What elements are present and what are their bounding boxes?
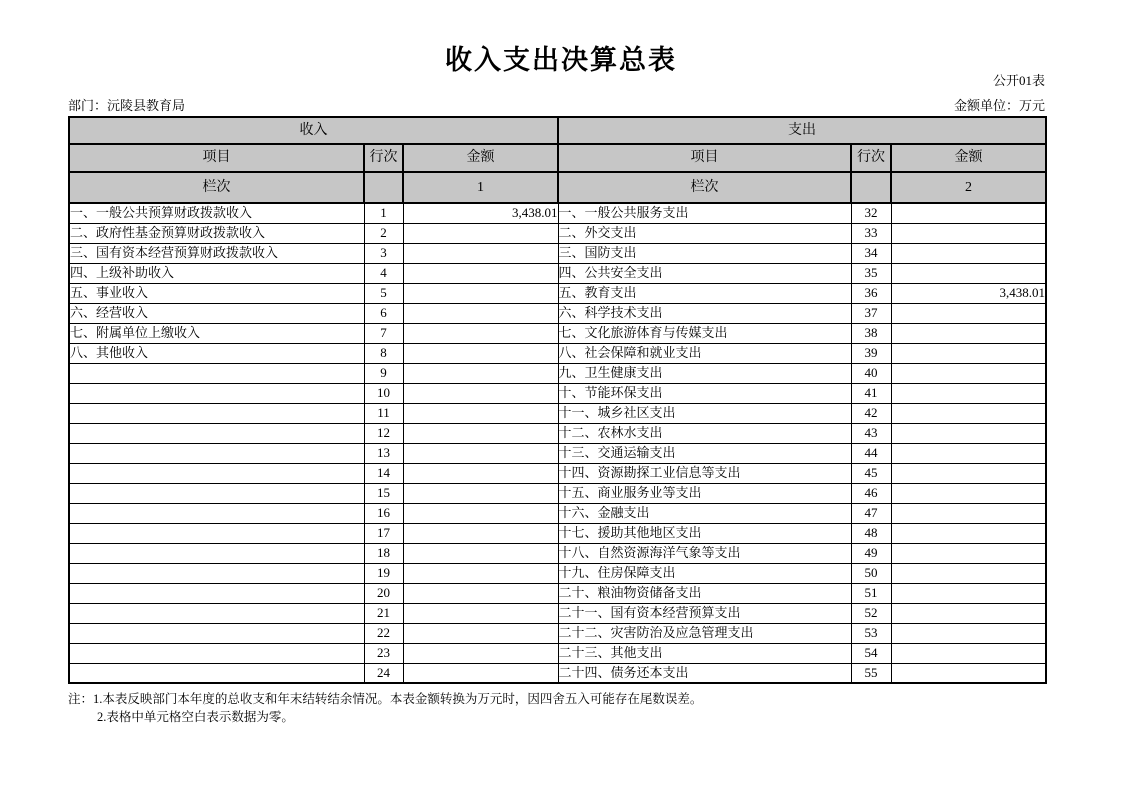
summary-table xyxy=(68,116,1047,684)
income-rowno-cell: 2 xyxy=(364,223,403,243)
income-amount-cell xyxy=(403,643,558,663)
income-rowno-cell: 5 xyxy=(364,283,403,303)
expense-item-cell: 九、卫生健康支出 xyxy=(558,363,851,383)
expense-rowno-cell: 45 xyxy=(851,463,891,483)
expense-rowno-cell: 51 xyxy=(851,583,891,603)
income-item-cell xyxy=(69,543,364,563)
income-amount-cell xyxy=(403,583,558,603)
income-amount-cell xyxy=(403,343,558,363)
expense-item-cell: 二十四、债务还本支出 xyxy=(558,663,851,683)
table-code: 公开01表 xyxy=(992,73,1045,88)
page-title: 收入支出决算总表 xyxy=(445,45,677,75)
expense-rowno-header: 行次 xyxy=(851,144,891,172)
expense-rowno-cell: 33 xyxy=(851,223,891,243)
income-item-cell: 三、国有资本经营预算财政拨款收入 xyxy=(69,243,364,263)
income-amount-cell xyxy=(403,443,558,463)
table-row xyxy=(69,543,1046,563)
expense-amount-cell xyxy=(891,363,1046,383)
income-rowno-cell: 8 xyxy=(364,343,403,363)
income-amount-cell xyxy=(403,483,558,503)
expense-amount-cell xyxy=(891,263,1046,283)
table-row xyxy=(69,483,1046,503)
table-row xyxy=(69,423,1046,443)
income-item-cell xyxy=(69,623,364,643)
table-row xyxy=(69,223,1046,243)
expense-rowno-cell: 48 xyxy=(851,523,891,543)
table-row xyxy=(69,623,1046,643)
income-amount-cell xyxy=(403,603,558,623)
unit-label: 金额单位：万元 xyxy=(953,98,1045,113)
footnotes xyxy=(68,690,1068,726)
expense-amount-cell xyxy=(891,303,1046,323)
table-row xyxy=(69,643,1046,663)
expense-amount-cell xyxy=(891,543,1046,563)
income-rowno-cell: 15 xyxy=(364,483,403,503)
table-row xyxy=(69,263,1046,283)
expense-rowno-cell: 35 xyxy=(851,263,891,283)
table-body xyxy=(69,117,1046,683)
expense-rowno-cell: 41 xyxy=(851,383,891,403)
expense-item-cell: 二、外交支出 xyxy=(558,223,851,243)
expense-rowno-cell: 52 xyxy=(851,603,891,623)
expense-amount-cell xyxy=(891,483,1046,503)
income-amount-cell xyxy=(403,263,558,283)
table-row xyxy=(69,563,1046,583)
expense-rowno-cell: 54 xyxy=(851,643,891,663)
department-label: 部门：沅陵县教育局 xyxy=(68,98,186,113)
expense-item-cell: 五、教育支出 xyxy=(558,283,851,303)
expense-item-cell: 八、社会保障和就业支出 xyxy=(558,343,851,363)
expense-amount-cell xyxy=(891,243,1046,263)
expense-amount-cell xyxy=(891,423,1046,443)
expense-item-cell: 十六、金融支出 xyxy=(558,503,851,523)
income-rowno-cell: 14 xyxy=(364,463,403,483)
expense-amount-header: 金额 xyxy=(891,144,1046,172)
income-amount-cell xyxy=(403,223,558,243)
income-rowno-cell: 1 xyxy=(364,203,403,223)
income-item-cell: 八、其他收入 xyxy=(69,343,364,363)
income-item-cell: 五、事业收入 xyxy=(69,283,364,303)
expense-amount-cell xyxy=(891,623,1046,643)
income-rowno-cell: 13 xyxy=(364,443,403,463)
income-item-cell xyxy=(69,583,364,603)
income-rowno-cell: 20 xyxy=(364,583,403,603)
income-item-cell xyxy=(69,383,364,403)
expense-item-cell: 七、文化旅游体育与传媒支出 xyxy=(558,323,851,343)
income-amount-cell xyxy=(403,363,558,383)
income-lanci-blank xyxy=(364,172,403,203)
income-item-cell xyxy=(69,643,364,663)
expense-amount-cell xyxy=(891,223,1046,243)
expense-item-cell: 十三、交通运输支出 xyxy=(558,443,851,463)
income-col-index: 1 xyxy=(403,172,558,203)
income-rowno-cell: 19 xyxy=(364,563,403,583)
income-amount-cell xyxy=(403,563,558,583)
table-row xyxy=(69,503,1046,523)
expense-rowno-cell: 55 xyxy=(851,663,891,683)
income-item-cell xyxy=(69,443,364,463)
expense-amount-cell xyxy=(891,583,1046,603)
income-section-header: 收入 xyxy=(69,117,558,144)
income-item-cell: 六、经营收入 xyxy=(69,303,364,323)
income-amount-cell xyxy=(403,523,558,543)
income-amount-cell xyxy=(403,303,558,323)
expense-item-cell: 二十一、国有资本经营预算支出 xyxy=(558,603,851,623)
table-row xyxy=(69,443,1046,463)
income-amount-cell: 3,438.01 xyxy=(403,203,558,223)
expense-section-header: 支出 xyxy=(558,117,1046,144)
section-header-row xyxy=(69,117,1046,144)
income-amount-cell xyxy=(403,323,558,343)
expense-rowno-cell: 37 xyxy=(851,303,891,323)
table-row xyxy=(69,663,1046,683)
table-row xyxy=(69,583,1046,603)
meta-row xyxy=(68,95,1045,114)
expense-item-cell: 十四、资源勘探工业信息等支出 xyxy=(558,463,851,483)
expense-amount-cell xyxy=(891,403,1046,423)
table-row xyxy=(69,603,1046,623)
expense-amount-cell xyxy=(891,443,1046,463)
income-item-cell xyxy=(69,403,364,423)
income-rowno-cell: 4 xyxy=(364,263,403,283)
expense-item-cell: 十八、自然资源海洋气象等支出 xyxy=(558,543,851,563)
expense-rowno-cell: 34 xyxy=(851,243,891,263)
income-amount-cell xyxy=(403,623,558,643)
expense-item-cell: 三、国防支出 xyxy=(558,243,851,263)
expense-amount-cell: 3,438.01 xyxy=(891,283,1046,303)
income-amount-cell xyxy=(403,503,558,523)
expense-lanci-blank xyxy=(851,172,891,203)
table-row xyxy=(69,523,1046,543)
expense-amount-cell xyxy=(891,203,1046,223)
expense-amount-cell xyxy=(891,523,1046,543)
table-row xyxy=(69,323,1046,343)
income-rowno-cell: 17 xyxy=(364,523,403,543)
income-rowno-cell: 23 xyxy=(364,643,403,663)
income-item-cell xyxy=(69,423,364,443)
expense-amount-cell xyxy=(891,603,1046,623)
income-item-cell xyxy=(69,363,364,383)
table-row xyxy=(69,303,1046,323)
income-amount-header: 金额 xyxy=(403,144,558,172)
expense-rowno-cell: 44 xyxy=(851,443,891,463)
expense-rowno-cell: 50 xyxy=(851,563,891,583)
expense-item-cell: 十二、农林水支出 xyxy=(558,423,851,443)
expense-rowno-cell: 42 xyxy=(851,403,891,423)
table-row xyxy=(69,383,1046,403)
income-item-cell xyxy=(69,463,364,483)
expense-rowno-cell: 46 xyxy=(851,483,891,503)
expense-rowno-cell: 36 xyxy=(851,283,891,303)
note-line-2: 2.表格中单元格空白表示数据为零。 xyxy=(97,710,294,724)
expense-item-cell: 十、节能环保支出 xyxy=(558,383,851,403)
income-item-cell xyxy=(69,603,364,623)
table-row xyxy=(69,283,1046,303)
expense-amount-cell xyxy=(891,643,1046,663)
income-rowno-cell: 12 xyxy=(364,423,403,443)
expense-item-cell: 二十三、其他支出 xyxy=(558,643,851,663)
income-item-cell xyxy=(69,483,364,503)
column-index-row xyxy=(69,172,1046,203)
income-item-cell xyxy=(69,523,364,543)
income-lanci-label: 栏次 xyxy=(69,172,364,203)
table-row xyxy=(69,363,1046,383)
expense-amount-cell xyxy=(891,503,1046,523)
income-rowno-cell: 11 xyxy=(364,403,403,423)
expense-rowno-cell: 53 xyxy=(851,623,891,643)
note-line-1: 注：1.本表反映部门本年度的总收支和年末结转结余情况。本表金额转换为万元时，因四舍五入可能存在尾数误差。 xyxy=(68,692,703,706)
expense-rowno-cell: 39 xyxy=(851,343,891,363)
income-rowno-cell: 9 xyxy=(364,363,403,383)
table-row xyxy=(69,203,1046,223)
income-rowno-cell: 6 xyxy=(364,303,403,323)
expense-rowno-cell: 49 xyxy=(851,543,891,563)
expense-item-cell: 十九、住房保障支出 xyxy=(558,563,851,583)
expense-lanci-label: 栏次 xyxy=(558,172,851,203)
table-row xyxy=(69,463,1046,483)
expense-rowno-cell: 38 xyxy=(851,323,891,343)
expense-rowno-cell: 40 xyxy=(851,363,891,383)
expense-item-cell: 一、一般公共服务支出 xyxy=(558,203,851,223)
income-amount-cell xyxy=(403,463,558,483)
income-rowno-cell: 22 xyxy=(364,623,403,643)
income-rowno-cell: 18 xyxy=(364,543,403,563)
income-item-cell xyxy=(69,563,364,583)
expense-amount-cell xyxy=(891,463,1046,483)
table-row xyxy=(69,403,1046,423)
income-item-cell: 四、上级补助收入 xyxy=(69,263,364,283)
income-item-cell: 一、一般公共预算财政拨款收入 xyxy=(69,203,364,223)
income-rowno-cell: 10 xyxy=(364,383,403,403)
expense-amount-cell xyxy=(891,343,1046,363)
expense-item-cell: 二十二、灾害防治及应急管理支出 xyxy=(558,623,851,643)
income-item-cell: 二、政府性基金预算财政拨款收入 xyxy=(69,223,364,243)
income-rowno-cell: 16 xyxy=(364,503,403,523)
expense-item-cell: 十五、商业服务业等支出 xyxy=(558,483,851,503)
income-rowno-header: 行次 xyxy=(364,144,403,172)
expense-item-cell: 二十、粮油物资储备支出 xyxy=(558,583,851,603)
expense-amount-cell xyxy=(891,383,1046,403)
income-rowno-cell: 7 xyxy=(364,323,403,343)
income-amount-cell xyxy=(403,243,558,263)
table-row xyxy=(69,243,1046,263)
income-amount-cell xyxy=(403,403,558,423)
expense-amount-cell xyxy=(891,663,1046,683)
income-amount-cell xyxy=(403,283,558,303)
income-amount-cell xyxy=(403,663,558,683)
expense-rowno-cell: 32 xyxy=(851,203,891,223)
income-rowno-cell: 24 xyxy=(364,663,403,683)
expense-amount-cell xyxy=(891,563,1046,583)
table-row xyxy=(69,343,1046,363)
income-rowno-cell: 21 xyxy=(364,603,403,623)
expense-item-cell: 十七、援助其他地区支出 xyxy=(558,523,851,543)
income-item-cell: 七、附属单位上缴收入 xyxy=(69,323,364,343)
expense-col-index: 2 xyxy=(891,172,1046,203)
income-item-cell xyxy=(69,503,364,523)
expense-item-cell: 四、公共安全支出 xyxy=(558,263,851,283)
income-amount-cell xyxy=(403,543,558,563)
expense-item-cell: 十一、城乡社区支出 xyxy=(558,403,851,423)
expense-amount-cell xyxy=(891,323,1046,343)
expense-rowno-cell: 47 xyxy=(851,503,891,523)
income-item-header: 项目 xyxy=(69,144,364,172)
expense-item-cell: 六、科学技术支出 xyxy=(558,303,851,323)
income-amount-cell xyxy=(403,423,558,443)
income-amount-cell xyxy=(403,383,558,403)
column-header-row xyxy=(69,144,1046,172)
income-rowno-cell: 3 xyxy=(364,243,403,263)
expense-item-header: 项目 xyxy=(558,144,851,172)
expense-rowno-cell: 43 xyxy=(851,423,891,443)
income-item-cell xyxy=(69,663,364,683)
